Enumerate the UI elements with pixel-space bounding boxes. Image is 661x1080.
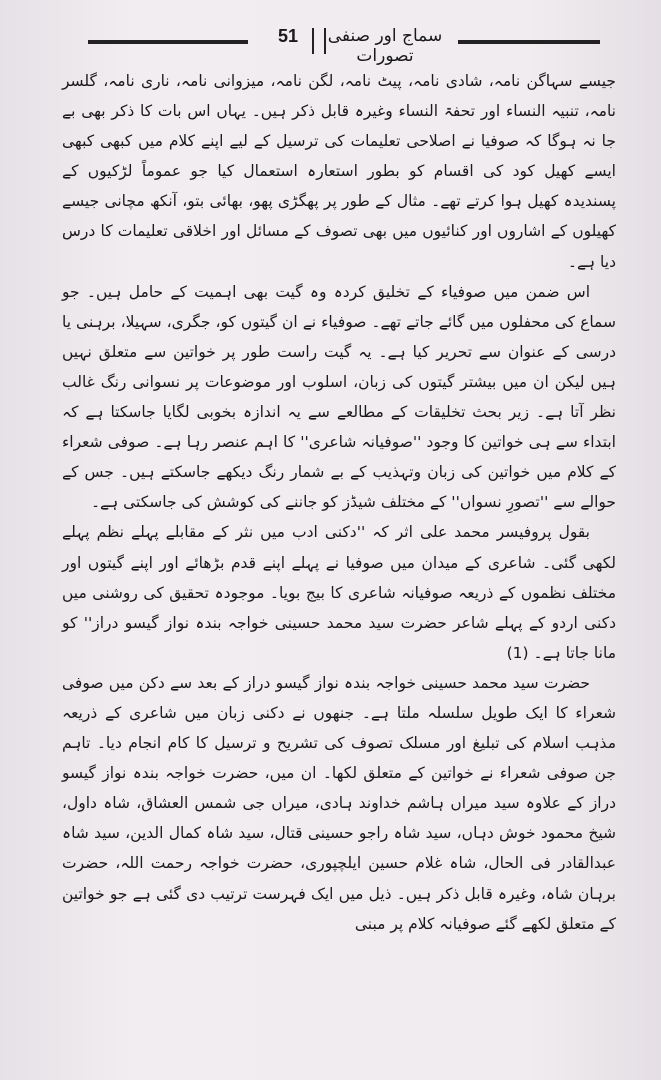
paragraph-3: بقول پروفیسر محمد علی اثر کہ ''دکنی ادب میں نثر کے مقابلے پہلے نظم پہلے لکھی گئی۔ شاعری کے میدان میں صوفیا نے پہلے اپنے قدم بڑھائے اور اپنے گیتوں اور مختلف نظموں کے ذریعہ صوفیانہ شاعری کا بیج بویا۔ موجودہ تحقیق کی روشنی میں دکنی اردو کے پہلے شاعر حضرت سید محمد حسینی خواجہ بندہ نواز گیسو دراز'' کو مانا جاتا ہے۔ (1)	[62, 523, 616, 662]
paragraph-2: اس ضمن میں صوفیاء کے تخلیق کردہ وہ گیت بھی اہمیت کے حامل ہیں۔ جو سماع کی محفلوں میں گائے جاتے تھے۔ صوفیاء نے ان گیتوں کو، جگری، سہیلا، برہنی یا درسی کے عنوان سے تحریر کیا ہے۔ یہ گیت راست طور پر خواتین سے متعلق نہیں ہیں لیکن ان میں بیشتر گیتوں کی زبان، اسلوب اور موضوعات پر نسوانی رنگ غالب نظر آتا ہے۔ زیر بحث تخلیقات کے مطالعے سے یہ اندازہ بخوبی لگایا جاسکتا ہے کہ ابتداء سے ہی خواتین کا وجود ''صوفیانہ شاعری'' کا اہم عنصر رہا ہے۔ صوفی شعراء کے کلام میں خواتین کی زبان وتہذیب کے بے شمار رنگ دیکھے جاسکتے ہیں۔ جس کے حوالے سے ''تصورِ نسواں'' کے مختلف شیڈز کو جاننے کی کوشش کی جاسکتی ہے۔	[62, 282, 616, 512]
page-number: 51	[277, 26, 299, 46]
running-title: سماج اور صنفی تصورات	[327, 26, 443, 66]
header-rule-right	[458, 40, 600, 44]
header-rule-left	[88, 40, 248, 44]
body-text	[62, 66, 616, 939]
paragraph-4: حضرت سید محمد حسینی خواجہ بندہ نواز گیسو دراز کے بعد سے دکن میں صوفی شعراء کا ایک طویل سلسلہ ملتا ہے۔ جنھوں نے دکنی زبان میں شاعری کے ذریعہ مذہب اسلام کی تبلیغ اور مسلک تصوف کی تشریح و ترسیل کا کام انجام دیا۔ تاہم جن صوفی شعراء نے خواتین کے متعلق لکھا۔ ان میں، حضرت خواجہ بندہ نواز گیسو دراز کے علاوہ سید میراں ہاشم خداوند ہادی، میراں جی شمس العشاق، شاہ داول، شیخ محمود خوش دہاں، سید شاہ راجو حسینی قتال، سید شاہ کمال الدین، سید شاہ عبدالقادر فی الحال، شاہ غلام حسین ایلچپوری، حضرت خواجہ رحمت اللہ، حضرت برہان شاہ، وغیرہ قابل ذکر ہیں۔ ذیل میں ایک فہرست ترتیب دی گئی ہے جو خواتین کے متعلق لکھے گئے صوفیانہ کلام پر مبنی	[62, 673, 616, 933]
page-header	[88, 26, 600, 66]
paragraph-1: جیسے سہاگن نامہ، شادی نامہ، پیٹ نامہ، لگن نامہ، میزوانی نامہ، ناری نامہ، گلسر نامہ، تنبیہ النساء اور تحفۃ النساء وغیرہ قابل ذکر ہیں۔ یہاں اس بات کا ذکر بھی بے جا نہ ہوگا کہ صوفیا نے اصلاحی تعلیمات کی ترسیل کے لیے اپنے کلام میں کبھی کبھی ایسے کھیل کود کی اقسام کو بطور استعارہ استعمال کیا جو عموماً لڑکیوں کے پسندیدہ کھیل ہوا کرتے تھے۔ مثال کے طور پر پھگڑی پھو، بھائی بتو، آنکھ مچانی جیسے کھیلوں کے اشاروں اور کنائیوں میں بھی تصوف کے مسائل اور اخلاقی تعلیمات کا درس دیا ہے۔	[62, 72, 616, 271]
